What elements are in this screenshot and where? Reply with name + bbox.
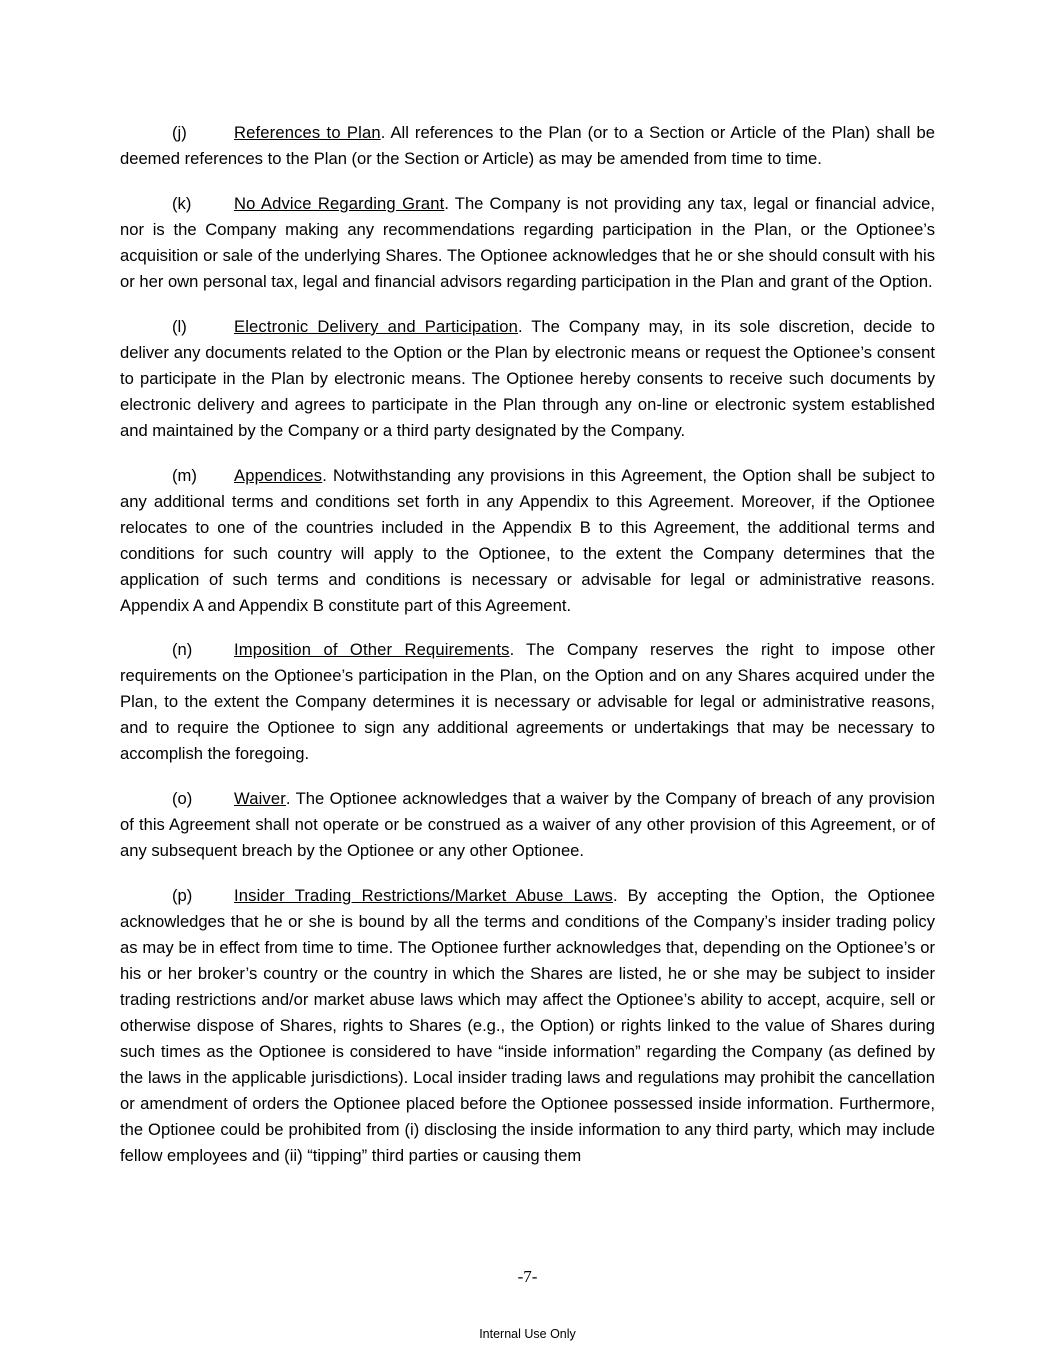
clause-k	[120, 191, 935, 295]
page-number: -7-	[517, 1267, 538, 1286]
clause-j	[120, 120, 935, 172]
clause-marker: (n)	[172, 640, 193, 660]
clause-marker: (j)	[172, 123, 187, 142]
clause-heading: Imposition of Other Requirements	[234, 640, 510, 660]
clause-p	[120, 883, 935, 1169]
document-body	[120, 120, 935, 1169]
clause-text: . The Company is not providing any tax, legal or financial advice, nor is the Company making any recommendations regarding participation in the Plan, or the Optionee’s acquisition or sale of the underlying Shares. The Optionee acknowledges that he or she should consult with his or her own personal tax, legal and financial advisors regarding participation in the Plan and grant of the Option.	[120, 193, 935, 291]
clause-heading: Electronic Delivery and Participation	[234, 316, 519, 336]
footer-note: Internal Use Only	[479, 1327, 576, 1341]
clause-marker: (o)	[172, 789, 193, 809]
clause-marker: (l)	[172, 316, 187, 336]
clause-heading: No Advice Regarding Grant	[234, 193, 445, 213]
clause-text: . Notwithstanding any provisions in this Agreement, the Option shall be subject to any additional terms and conditions set forth in any Appendix to this Agreement. Moreover, if the Optionee relocates to one of the countries included in the Appendix B to this Agreement, the additional terms and conditions for such country will apply to the Optionee, to the extent the Company determines that the application of such terms and conditions is necessary or advisable for legal or administrative reasons. Appendix A and Appendix B constitute part of this Agreement.	[120, 465, 935, 615]
clause-marker: (k)	[172, 193, 192, 213]
clause-m	[120, 463, 935, 619]
clause-text: . All references to the Plan (or to a Section or Article of the Plan) shall be deemed references to the Plan (or the Section or Article) as may be amended from time to time.	[120, 123, 935, 168]
clause-text: . The Company may, in its sole discretion, decide to deliver any documents related to the Option or the Plan by electronic means or request the Optionee’s consent to participate in the Plan by electronic means. The Optionee hereby consents to receive such documents by electronic delivery and agrees to participate in the Plan through any on-line or electronic system established and maintained by the Company or a third party designated by the Company.	[120, 316, 935, 440]
clause-heading: Insider Trading Restrictions/Market Abuse Laws	[234, 886, 613, 906]
clause-heading: References to Plan	[234, 123, 381, 142]
clause-marker: (m)	[172, 465, 197, 485]
clause-text: . The Company reserves the right to impose other requirements on the Optionee’s participation in the Plan, on the Option and on any Shares acquired under the Plan, to the extent the Company determines it is necessary or advisable for legal or administrative reasons, and to require the Optionee to sign any additional agreements or undertakings that may be necessary to accomplish the foregoing.	[120, 640, 935, 764]
clause-heading: Waiver	[234, 789, 286, 809]
clause-text: . The Optionee acknowledges that a waiver by the Company of breach of any provision of this Agreement shall not operate or be construed as a waiver of any other provision of this Agreement, or of any subsequent breach by the Optionee or any other Optionee.	[120, 789, 935, 861]
clause-o	[120, 786, 935, 864]
clause-n	[120, 637, 935, 767]
clause-heading: Appendices	[234, 465, 323, 485]
clause-l	[120, 314, 935, 444]
clause-text: . By accepting the Option, the Optionee acknowledges that he or she is bound by all the terms and conditions of the Company’s insider trading policy as may be in effect from time to time. The Optionee further acknowledges that, depending on the Optionee’s or his or her broker’s country or the country in which the Shares are listed, he or she may be subject to insider trading restrictions and/or market abuse laws which may affect the Optionee’s ability to accept, acquire, sell or otherwise dispose of Shares, rights to Shares (e.g., the Option) or rights linked to the value of Shares during such times as the Optionee is considered to have “inside information” regarding the Company (as defined by the laws in the applicable jurisdictions). Local insider trading laws and regulations may prohibit the cancellation or amendment of orders the Optionee placed before the Optionee possessed inside information. Furthermore, the Optionee could be prohibited from (i) disclosing the inside information to any third party, which may include fellow employees and (ii) “tipping” third parties or causing them	[120, 886, 936, 1165]
clause-marker: (p)	[172, 886, 193, 906]
